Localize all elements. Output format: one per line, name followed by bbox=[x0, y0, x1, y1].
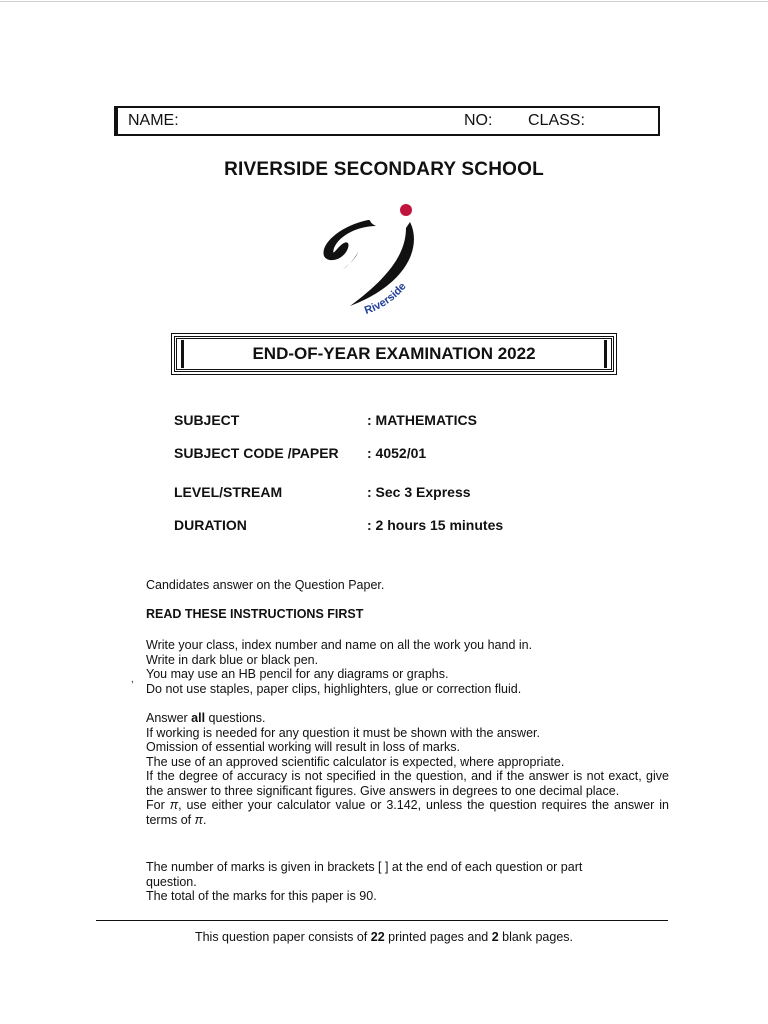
detail-value: : 2 hours 15 minutes bbox=[367, 517, 504, 533]
exam-title: END-OF-YEAR EXAMINATION 2022 bbox=[252, 344, 536, 363]
instructions-group-answers bbox=[146, 711, 669, 827]
scan-mark: ‚ bbox=[131, 671, 134, 685]
footer-divider bbox=[96, 920, 668, 921]
detail-row-level bbox=[174, 484, 574, 504]
detail-key: DURATION bbox=[174, 517, 247, 533]
instruction-line: If the degree of accuracy is not specified in the question, and if the answer is not exact, give the answer to three significant figures. Give answers in degrees to one decimal place. bbox=[146, 769, 669, 798]
logo-swoosh-lower bbox=[350, 222, 414, 306]
instructions-group-marks bbox=[146, 860, 669, 904]
detail-value: : Sec 3 Express bbox=[367, 484, 471, 500]
exam-title-box bbox=[174, 336, 614, 372]
riverside-logo-icon bbox=[310, 198, 440, 320]
detail-value: : 4052/01 bbox=[367, 445, 427, 461]
instructions-group-general bbox=[146, 638, 669, 696]
index-number-label: NO: bbox=[464, 112, 493, 129]
instruction-line: Do not use staples, paper clips, highlighters, glue or correction fluid. bbox=[146, 681, 522, 696]
instruction-line: The number of marks is given in brackets [ ] at the end of each question or part question. bbox=[146, 860, 583, 889]
instruction-line: The total of the marks for this paper is 90. bbox=[146, 889, 377, 903]
detail-key: SUBJECT CODE /PAPER bbox=[174, 445, 339, 461]
instruction-line: If working is needed for any question it must be shown with the answer. bbox=[146, 725, 540, 740]
instruction-line: Write in dark blue or black pen. bbox=[146, 652, 319, 667]
name-label: NAME: bbox=[128, 112, 179, 129]
page-count-footer: This question paper consists of 22 printed pages and 2 blank pages. bbox=[194, 930, 574, 944]
detail-value: : MATHEMATICS bbox=[367, 412, 477, 428]
candidates-note: Candidates answer on the Question Paper. bbox=[146, 578, 385, 592]
detail-key: LEVEL/STREAM bbox=[174, 484, 283, 500]
logo-text: Riverside bbox=[362, 280, 409, 317]
detail-row-duration bbox=[174, 517, 574, 537]
instruction-line: For π, use either your calculator value or 3.142, unless the question requires the answer in terms of π. bbox=[146, 798, 669, 827]
instruction-line: Answer all questions. bbox=[146, 711, 266, 725]
detail-key: SUBJECT bbox=[174, 412, 240, 428]
scan-top-edge bbox=[0, 1, 768, 2]
logo-dot bbox=[400, 204, 412, 216]
instructions-heading: READ THESE INSTRUCTIONS FIRST bbox=[146, 607, 364, 621]
class-label: CLASS: bbox=[528, 112, 585, 129]
logo-swoosh-upper bbox=[323, 220, 376, 260]
instruction-line: Omission of essential working will result in loss of marks. bbox=[146, 740, 460, 754]
candidate-info-box bbox=[114, 106, 660, 136]
school-name: RIVERSIDE SECONDARY SCHOOL bbox=[224, 159, 544, 180]
instruction-line: The use of an approved scientific calculator is expected, where appropriate. bbox=[146, 754, 565, 769]
detail-row-subject bbox=[174, 412, 574, 432]
instruction-line: Write your class, index number and name on all the work you hand in. bbox=[146, 638, 533, 652]
detail-row-code bbox=[174, 445, 574, 465]
instruction-line: You may use an HB pencil for any diagrams or graphs. bbox=[146, 667, 449, 681]
